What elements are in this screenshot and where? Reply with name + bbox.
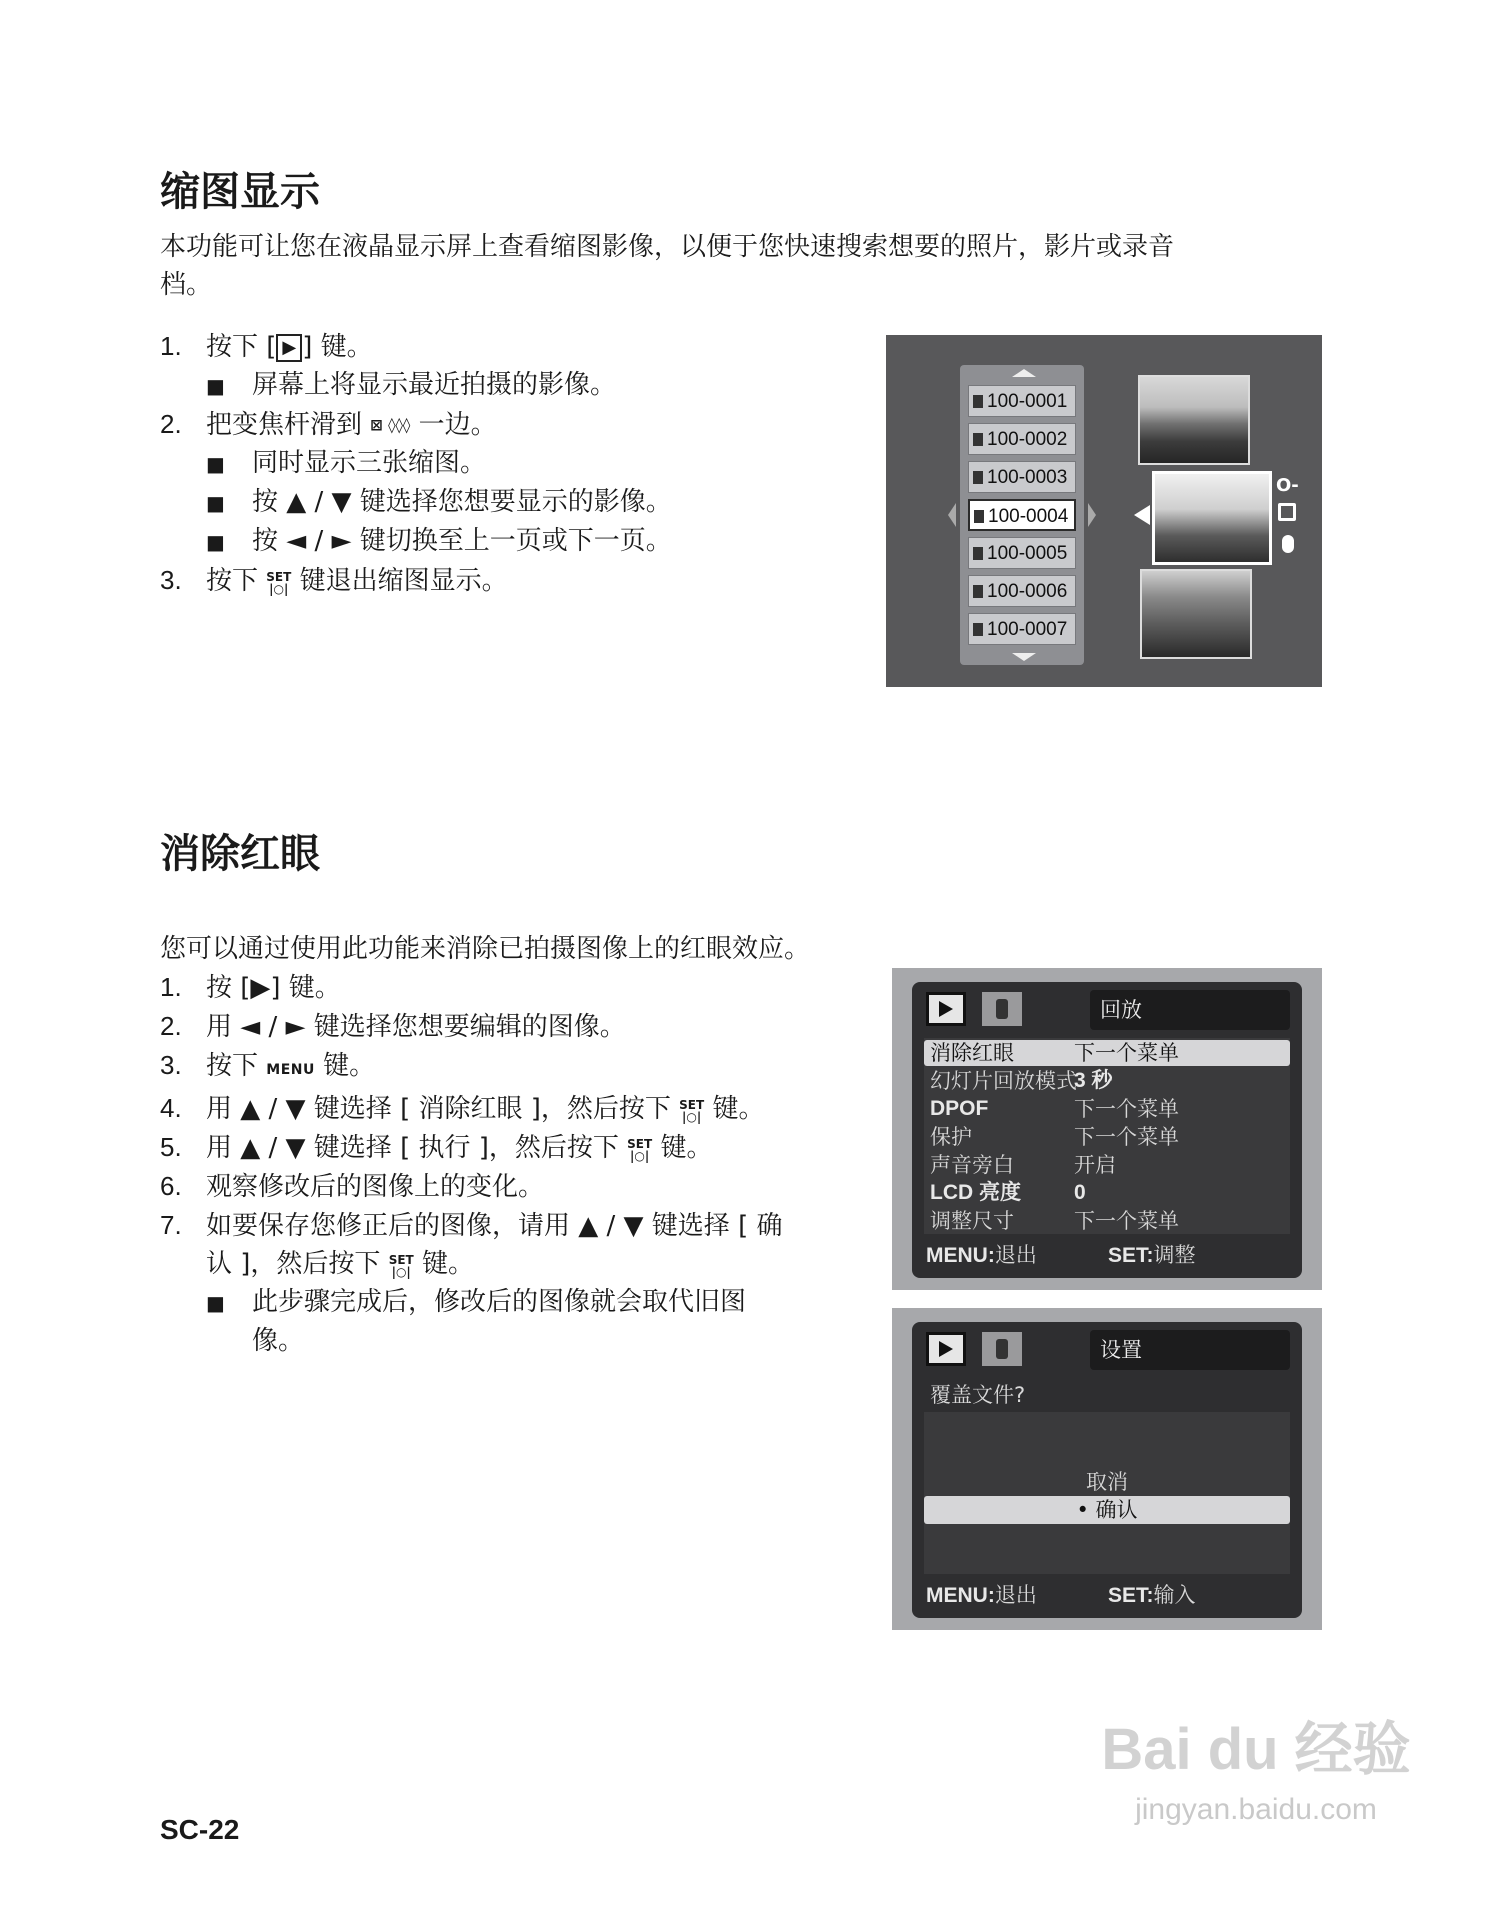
menu-row-value: 开启	[1074, 1153, 1116, 1177]
step2-2: 2. 用 ◄ / ► 键选择您想要编辑的图像。	[160, 1011, 626, 1042]
dialog-title: 设置	[1090, 1330, 1290, 1370]
menu-row-label: 保护	[930, 1125, 972, 1149]
option-cancel[interactable]: 取消	[1086, 1470, 1128, 1494]
step-1-bullet: ■ 屏幕上将显示最近拍摄的影像。	[206, 370, 617, 400]
menu-row-label: LCD 亮度	[930, 1181, 1021, 1204]
image-file-icon	[973, 471, 983, 484]
thumbnail-town[interactable]	[1140, 569, 1252, 659]
menu-row-value: 下一个菜单	[1074, 1209, 1179, 1233]
menu-row-label: 消除红眼	[930, 1041, 1014, 1065]
file-list-item[interactable]: 100-0007	[968, 613, 1076, 645]
menu-row[interactable]	[924, 1040, 1290, 1066]
image-file-icon	[973, 623, 983, 636]
section1-steps	[160, 327, 672, 600]
menu-row-value: 下一个菜单	[1074, 1097, 1179, 1121]
menu-title: 回放	[1090, 990, 1290, 1030]
step-2-bullet-a: ■ 同时显示三张缩图。	[206, 448, 487, 478]
image-file-icon	[973, 585, 983, 598]
file-list-item[interactable]: 100-0004	[968, 499, 1076, 531]
playback-menu-screen	[892, 968, 1322, 1290]
step2-3: 3. 按下 MENU 键。	[160, 1050, 376, 1081]
step-2-bullet-b: ■ 按 ▲ / ▼ 键选择您想要显示的影像。	[206, 487, 672, 517]
play-key-icon: ▶	[276, 334, 302, 362]
section1-intro	[160, 228, 1350, 304]
dialog-footer: MENU:退出 SET:输入	[926, 1583, 1196, 1607]
protect-key-icon: O‑	[1276, 475, 1299, 496]
print-icon	[1278, 503, 1296, 521]
step2-7-bullet: ■ 此步骤完成后，修改后的图像就会取代旧图	[206, 1287, 747, 1317]
menu-row[interactable]	[924, 1096, 1290, 1122]
image-file-icon	[973, 433, 983, 446]
thumbnail-screen	[886, 335, 1322, 687]
selection-pointer-icon	[1134, 505, 1150, 525]
dialog-options	[924, 1412, 1290, 1574]
menu-row-value: 下一个菜单	[1074, 1041, 1179, 1065]
step2-5: 5. 用 ▲ / ▼ 键选择 [ 执行 ]，然后按下 SET |○| 键。	[160, 1132, 713, 1163]
video-file-icon	[973, 547, 983, 560]
page-left-arrow-icon[interactable]	[948, 503, 956, 527]
menu-row[interactable]	[924, 1124, 1290, 1150]
thumbnail-selected-tower[interactable]	[1152, 471, 1272, 565]
menu-row-value: 下一个菜单	[1074, 1125, 1179, 1149]
menu-row[interactable]	[924, 1180, 1290, 1206]
page-right-arrow-icon[interactable]	[1088, 503, 1096, 527]
thumbnail-castle[interactable]	[1138, 375, 1250, 465]
file-list	[960, 365, 1084, 665]
intro-line-1: 本功能可让您在液晶显示屏上查看缩图影像，以便于您快速搜索想要的照片，影片或录音	[160, 232, 1175, 262]
file-list-item[interactable]: 100-0001	[968, 385, 1076, 417]
step-1: 1. 按下 [ ▶ ] 键。	[160, 331, 373, 362]
menu-row[interactable]	[924, 1068, 1290, 1094]
step-2-bullet-c: ■ 按 ◄ / ► 键切换至上一页或下一页。	[206, 526, 672, 556]
section-title-thumbnail: 缩图显示	[160, 169, 320, 215]
option-confirm[interactable]: • 确认	[924, 1496, 1290, 1524]
menu-row-label: 声音旁白	[930, 1153, 1014, 1177]
image-file-icon	[974, 510, 984, 523]
menu-list	[924, 1038, 1290, 1234]
step2-4: 4. 用 ▲ / ▼ 键选择 [ 消除红眼 ]，然后按下 SET |○| 键。	[160, 1093, 765, 1124]
voice-memo-icon	[1282, 535, 1294, 553]
scroll-up-arrow-icon[interactable]	[1012, 369, 1036, 377]
file-list-item[interactable]: 100-0003	[968, 461, 1076, 493]
file-list-item[interactable]: 100-0006	[968, 575, 1076, 607]
step2-6: 6. 观察修改后的图像上的变化。	[160, 1171, 545, 1202]
menu-row-label: DPOF	[930, 1097, 989, 1120]
step2-1: 1. 按 [▶] 键。	[160, 972, 341, 1003]
step-2: 2. 把变焦杆滑到 ⊠ ◊◊◊ 一边。	[160, 409, 497, 440]
step2-7-cont: 认 ]，然后按下 SET |○| 键。	[206, 1249, 474, 1279]
menu-row[interactable]	[924, 1152, 1290, 1178]
overwrite-dialog-body	[912, 1322, 1302, 1618]
menu-row-label: 调整尺寸	[930, 1209, 1014, 1233]
playback-menu-body	[912, 982, 1302, 1278]
file-list-item[interactable]: 100-0005	[968, 537, 1076, 569]
setup-wrench-icon[interactable]	[982, 1332, 1022, 1366]
menu-row-value: 3 秒	[1074, 1069, 1113, 1092]
playback-tab-icon[interactable]	[926, 992, 966, 1026]
overwrite-dialog-screen	[892, 1308, 1322, 1630]
file-list-item[interactable]: 100-0002	[968, 423, 1076, 455]
step2-7: 7. 如要保存您修正后的图像，请用 ▲ / ▼ 键选择 [ 确	[160, 1210, 783, 1241]
menu-row-value: 0	[1074, 1181, 1086, 1204]
menu-row[interactable]	[924, 1208, 1290, 1234]
menu-key-icon: MENU	[266, 1062, 315, 1078]
section2-intro: 您可以通过使用此功能来消除已拍摄图像上的红眼效应。	[160, 934, 811, 964]
menu-footer: MENU:退出 SET:调整	[926, 1243, 1196, 1267]
overwrite-question: 覆盖文件?	[930, 1383, 1026, 1407]
set-key-icon: SET |○|	[388, 1253, 414, 1279]
step2-7-bullet-cont: 像。	[252, 1326, 305, 1356]
setup-wrench-icon[interactable]	[982, 992, 1022, 1026]
set-key-icon: SET |○|	[679, 1098, 705, 1124]
step-3: 3. 按下 SET |○| 键退出缩图显示。	[160, 565, 508, 596]
baidu-watermark-logo: Bai du 经验 jingyan.baidu.com	[1101, 1717, 1411, 1826]
zoom-wide-icon: ⊠ ◊◊◊	[370, 416, 411, 434]
set-key-icon: SET |○|	[627, 1137, 653, 1163]
menu-row-label: 幻灯片回放模式	[930, 1069, 1077, 1093]
image-file-icon	[973, 395, 983, 408]
scroll-down-arrow-icon[interactable]	[1012, 653, 1036, 661]
intro-line-2: 档。	[160, 270, 213, 300]
section-title-red-eye: 消除红眼	[160, 831, 320, 877]
playback-tab-icon[interactable]	[926, 1332, 966, 1366]
set-key-icon: SET |○|	[266, 570, 292, 596]
section2-steps	[160, 968, 782, 1360]
page-number: SC-22	[160, 1814, 240, 1845]
